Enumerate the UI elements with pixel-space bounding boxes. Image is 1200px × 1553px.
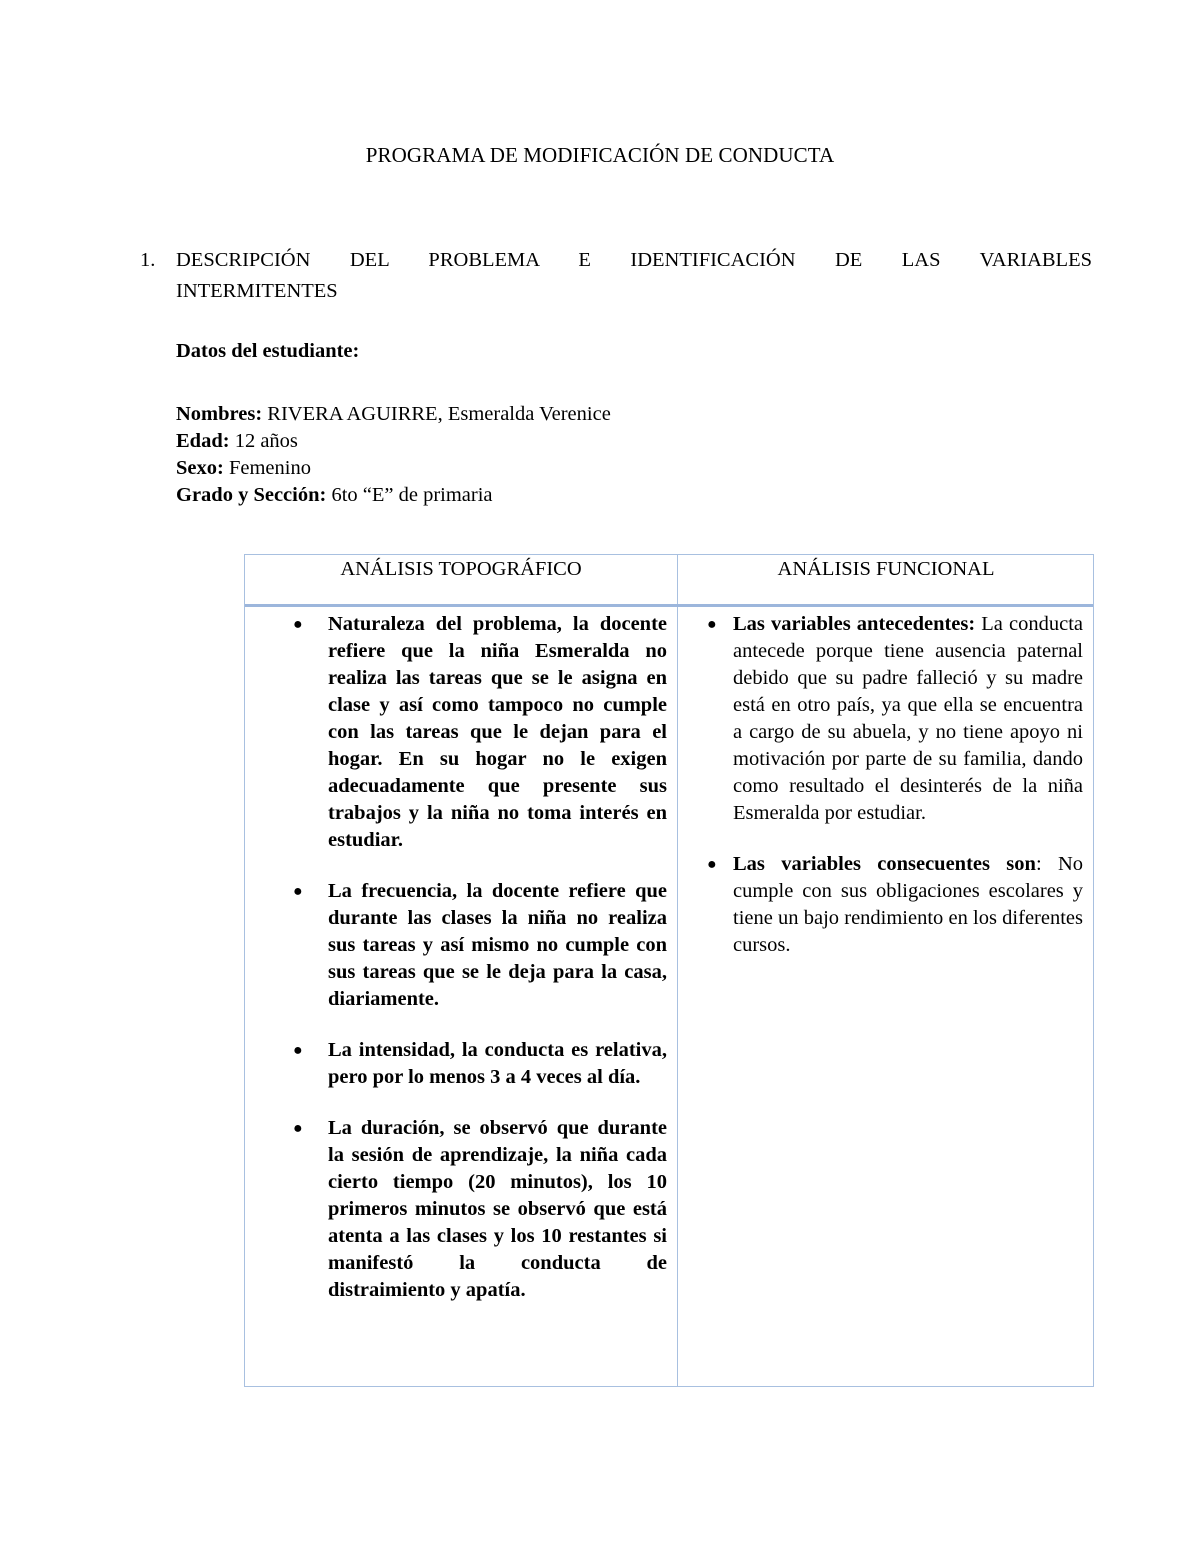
bullet-icon: ● bbox=[293, 1042, 303, 1059]
functional-list bbox=[707, 611, 1084, 983]
field-value: 12 años bbox=[229, 430, 298, 452]
field-label: Grado y Sección: bbox=[176, 484, 327, 506]
bullet-icon: ● bbox=[293, 883, 303, 900]
bullet-icon: ● bbox=[293, 1120, 303, 1137]
section-number: 1. bbox=[140, 249, 156, 271]
list-item-text: La duración, se observó que durante la sesión de aprendizaje, la niña cada cierto tiempo (20 minutos), los 10 primeros minutos se observó que está atenta a las clases y los 10 restantes si manifestó la conducta de distraimiento y apatía. bbox=[328, 1117, 667, 1301]
bullet-icon: ● bbox=[707, 616, 717, 633]
field-sex bbox=[176, 455, 611, 482]
header-separator bbox=[245, 604, 1093, 607]
section-heading-line1: DESCRIPCIÓN DEL PROBLEMA E IDENTIFICACIÓN DE LAS VARIABLES bbox=[176, 249, 1092, 271]
list-item-text: La conducta antecede porque tiene ausencia paternal debido que su padre falleció y su madre está en otro país, ya que ella se encuentra a cargo de su abuela, y no tiene apoyo ni motivación por parte de su familia, dando como resultado el desinterés de la niña Esmeralda por estudiar. bbox=[733, 613, 1083, 824]
field-value: Femenino bbox=[223, 457, 311, 479]
field-label: Edad: bbox=[176, 430, 230, 452]
list-item-text: Naturaleza del problema, la docente refiere que la niña Esmeralda no realiza las tareas que se le asigna en clase y así como tampoco no cumple con las tareas que le dejan para el hogar. En su hogar no le exigen adecuadamente que presente sus trabajos y la niña no toma interés en estudiar. bbox=[328, 613, 667, 851]
list-item bbox=[707, 611, 1083, 827]
field-grade-section bbox=[176, 482, 611, 509]
list-item-text: La intensidad, la conducta es relativa, pero por lo menos 3 a 4 veces al día. bbox=[328, 1039, 667, 1088]
student-data-subtitle: Datos del estudiante: bbox=[176, 340, 360, 362]
list-item bbox=[285, 611, 667, 854]
list-item-lead: Las variables antecedentes: bbox=[733, 613, 976, 635]
list-item bbox=[285, 1037, 667, 1091]
bullet-icon: ● bbox=[707, 856, 717, 873]
bullet-icon: ● bbox=[293, 616, 303, 633]
field-names bbox=[176, 401, 611, 428]
field-age bbox=[176, 428, 611, 455]
section-heading-line2: INTERMITENTES bbox=[176, 280, 338, 302]
field-value: 6to “E” de primaria bbox=[326, 484, 493, 506]
list-item-text: La frecuencia, la docente refiere que durante las clases la niña no realiza sus tareas y así mismo no cumple con sus tareas que se le deja para la casa, diariamente. bbox=[328, 880, 667, 1010]
list-item bbox=[707, 851, 1084, 959]
analysis-table bbox=[244, 554, 1094, 1387]
header-functional: ANÁLISIS FUNCIONAL bbox=[777, 558, 995, 580]
column-divider bbox=[677, 555, 678, 1386]
section-heading-text bbox=[176, 245, 1092, 307]
field-value: RIVERA AGUIRRE, Esmeralda Verenice bbox=[262, 403, 611, 425]
list-item-text: : No cumple con sus obligaciones escolares y tiene un bajo rendimiento en los diferentes cursos. bbox=[733, 853, 1084, 956]
list-item bbox=[285, 878, 667, 1013]
list-item bbox=[285, 1115, 667, 1304]
list-item-lead: Las variables consecuentes son bbox=[733, 853, 1036, 875]
student-fields bbox=[176, 401, 611, 509]
page-title: PROGRAMA DE MODIFICACIÓN DE CONDUCTA bbox=[365, 143, 835, 167]
field-label: Nombres: bbox=[176, 403, 263, 425]
topographic-list bbox=[285, 611, 667, 1328]
field-label: Sexo: bbox=[176, 457, 224, 479]
header-topographic: ANÁLISIS TOPOGRÁFICO bbox=[340, 558, 582, 580]
